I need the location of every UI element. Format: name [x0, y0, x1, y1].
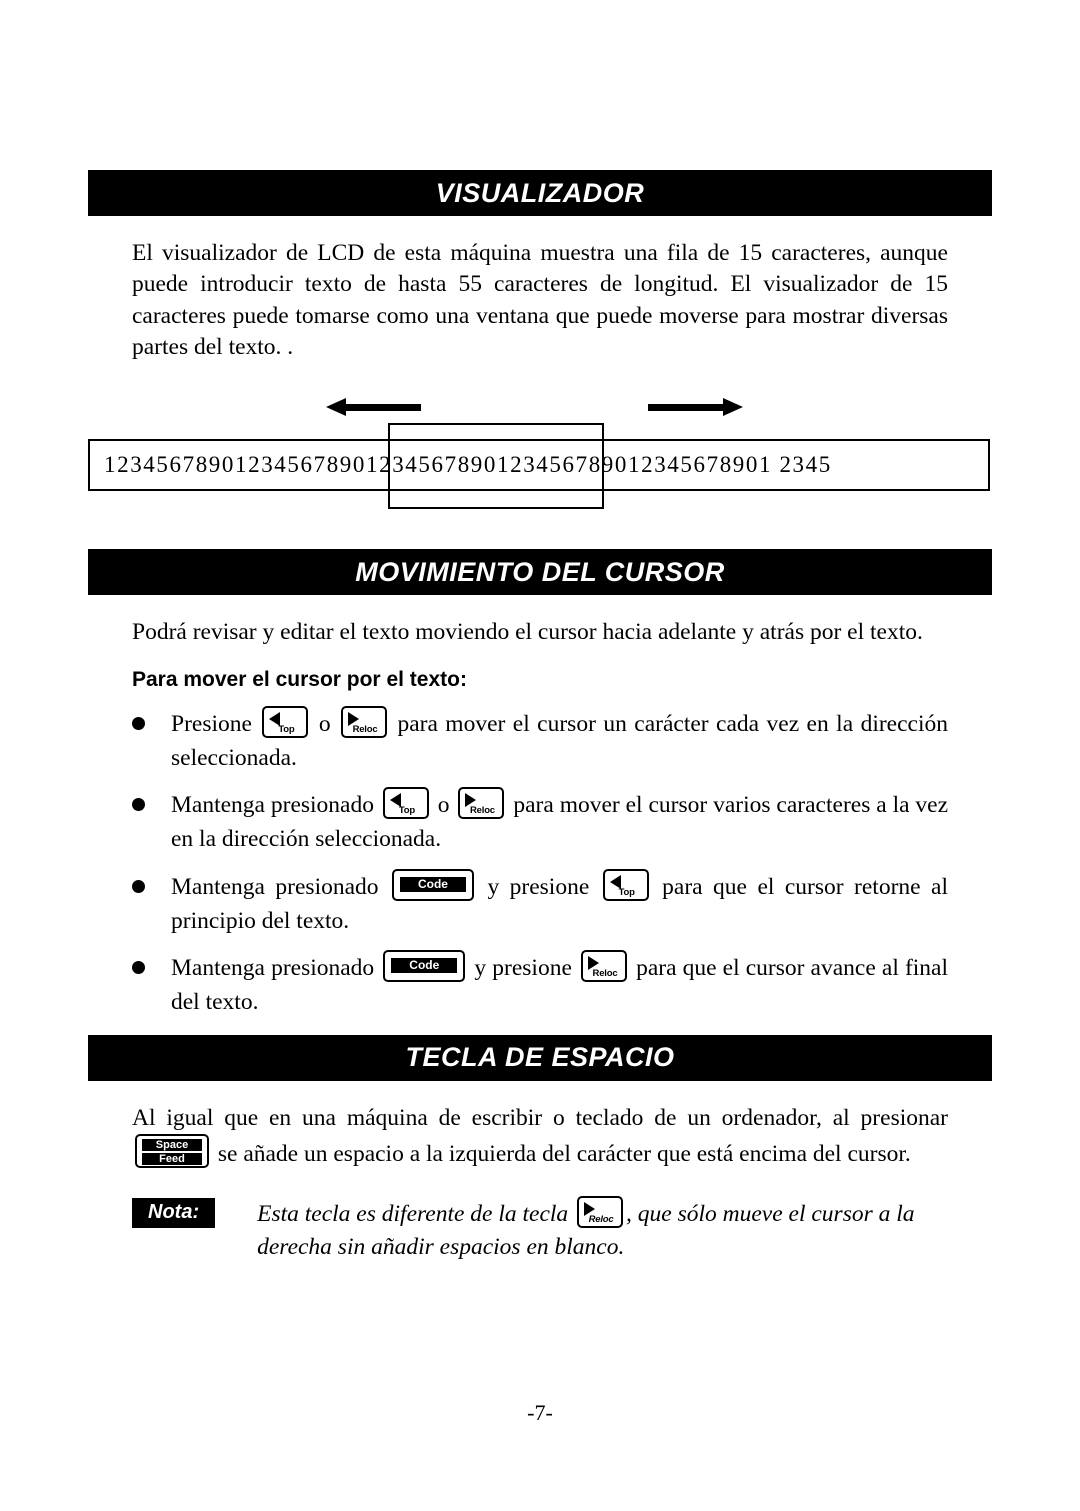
- list-item-text: [171, 706, 948, 775]
- reloc-key-label: Reloc: [470, 805, 495, 817]
- bullet-3-before: Mantenga presionado: [171, 873, 379, 900]
- bullet-2-before: Mantenga presionado: [171, 792, 374, 819]
- bullet-1-after: para mover el cursor un carácter cada vez en la dirección seleccionada.: [171, 711, 948, 772]
- feed-key-label: Feed: [142, 1153, 202, 1165]
- list-item: [132, 706, 948, 775]
- page-content: [88, 170, 992, 1264]
- code-key-icon: [392, 869, 474, 901]
- section-heading-visualizador: [88, 170, 992, 216]
- bullet-dot-icon: [132, 798, 145, 811]
- espacio-paragraph-part2: se añade un espacio a la izquierda del carácter que está encima del cursor.: [217, 1141, 911, 1167]
- reloc-key-label: Reloc: [588, 1214, 614, 1226]
- bullet-3-after: para que el cursor retorne al principio del texto.: [171, 873, 948, 934]
- list-item-text: [171, 869, 948, 938]
- bullet-1-mid: o: [318, 711, 331, 738]
- bullet-4-after: para que el cursor avance al final del texto.: [171, 954, 949, 1015]
- arrow-left-icon: [326, 401, 421, 413]
- display-window-diagram: [88, 385, 992, 535]
- bullet-dot-icon: [132, 717, 145, 730]
- note-text-part2: , que sólo mueve el cursor a la derecha sin añadir espacios en blanco.: [257, 1201, 915, 1261]
- reloc-key-icon: [577, 1196, 623, 1228]
- list-item: [132, 869, 948, 938]
- bullet-dot-icon: [132, 880, 145, 893]
- list-item-text: [171, 787, 948, 856]
- bullet-2-after: para mover el cursor varios caracteres a la vez en la dirección seleccionada.: [171, 792, 949, 853]
- section-heading-movimiento-cursor: [88, 549, 992, 595]
- space-key-label: Space: [142, 1139, 202, 1151]
- note-tag: Nota:: [132, 1198, 215, 1228]
- espacio-paragraph: [88, 1103, 992, 1171]
- top-key-icon: [603, 869, 649, 901]
- bullet-3-mid: y presione: [487, 873, 590, 900]
- bullet-dot-icon: [132, 961, 145, 974]
- code-key-label: Code: [400, 877, 466, 892]
- code-key-label: Code: [391, 958, 457, 973]
- list-item: [132, 950, 948, 1019]
- reloc-key-icon: [458, 787, 504, 819]
- reloc-key-label: Reloc: [592, 967, 618, 979]
- section-heading-tecla-espacio-label: TECLA DE ESPACIO: [405, 1042, 675, 1073]
- cursor-paragraph: Podrá revisar y editar el texto moviendo el cursor hacia adelante y atrás por el texto.: [132, 619, 923, 645]
- list-item-text: [171, 950, 948, 1019]
- top-key-icon: [262, 706, 308, 738]
- reloc-key-icon: [341, 706, 387, 738]
- top-key-label: Top: [278, 724, 295, 736]
- arrow-right-icon: [648, 401, 743, 413]
- section-heading-tecla-espacio: [88, 1035, 992, 1081]
- bullet-1-before: Presione: [171, 711, 252, 738]
- note-text-part1: Esta tecla es diferente de la tecla: [257, 1201, 569, 1228]
- top-key-icon: [383, 787, 429, 819]
- note-block: [88, 1196, 992, 1264]
- top-key-label: Top: [398, 805, 415, 817]
- cursor-bullet-list: [88, 706, 992, 1019]
- reloc-key-icon: [581, 950, 627, 982]
- list-item: [132, 787, 948, 856]
- note-text: [257, 1196, 948, 1264]
- top-key-label: Top: [618, 886, 635, 898]
- space-feed-key-icon: [135, 1134, 209, 1168]
- display-window-box: [388, 423, 604, 509]
- section-heading-visualizador-label: VISUALIZADOR: [435, 177, 645, 208]
- page-number: -7-: [527, 1400, 553, 1425]
- code-key-icon: [383, 950, 465, 982]
- bullet-4-before: Mantenga presionado: [171, 954, 375, 981]
- section-heading-movimiento-cursor-label: MOVIMIENTO DEL CURSOR: [355, 556, 725, 587]
- bullet-2-mid: o: [437, 792, 450, 819]
- visualizador-paragraph: El visualizador de LCD de esta máquina muestra una fila de 15 caracteres, aunque puede introducir texto de hasta 55 caracteres de longitud. El visualizador de 15 caracteres puede tomarse como una ventana que puede moverse para mostrar diversas partes del texto. .: [132, 240, 948, 360]
- bullet-4-mid: y presione: [474, 954, 572, 981]
- cursor-subheading: Para mover el cursor por el texto:: [132, 668, 467, 692]
- espacio-paragraph-part1: Al igual que en una máquina de escribir o teclado de un ordenador, al presionar: [132, 1104, 948, 1131]
- reloc-key-label: Reloc: [352, 724, 378, 736]
- character-strip-text: 123456789012345678901234567890123456789012345678901 2345: [104, 452, 832, 477]
